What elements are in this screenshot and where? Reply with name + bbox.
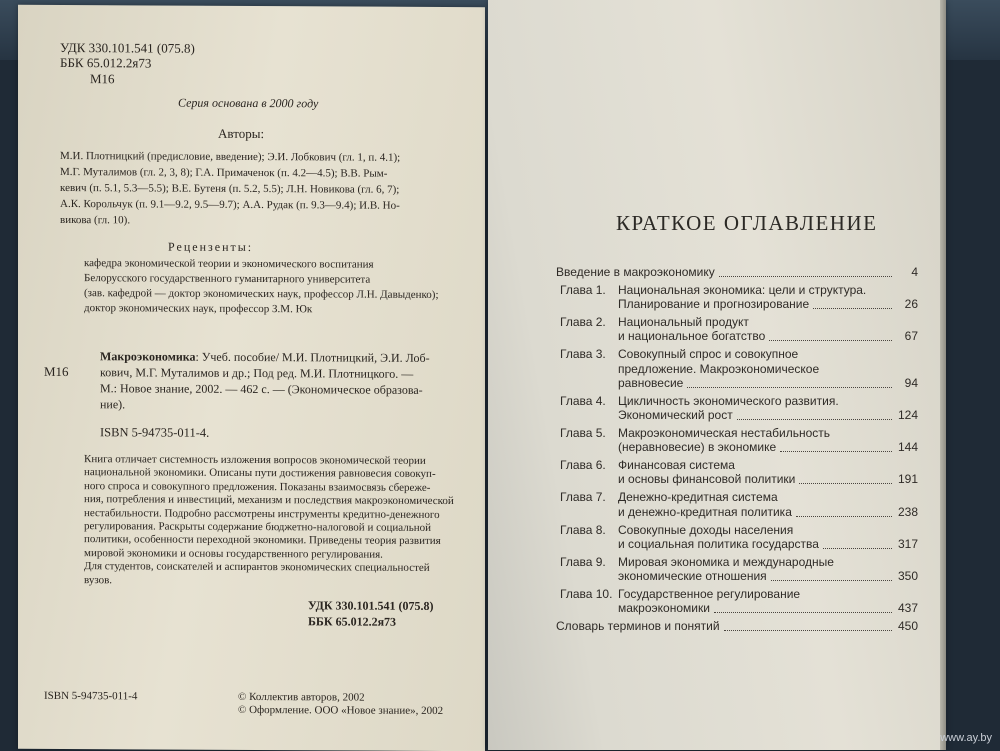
toc-dot-leader	[687, 387, 892, 388]
toc-dot-leader	[771, 580, 892, 581]
reviewer-line: (зав. кафедрой — доктор экономических наук, профессор Л.Н. Давыденко);	[84, 287, 439, 301]
toc-entry-text: Денежно-кредитная система	[618, 490, 778, 505]
toc-entry-text: Мировая экономика и международные	[618, 554, 834, 569]
toc-entry-text: (неравновесие) в экономике	[618, 440, 777, 455]
toc-entry-text: предложение. Макроэкономическое	[618, 361, 820, 376]
toc-page-number[interactable]: 67	[904, 329, 918, 344]
toc-page-number[interactable]: 437	[898, 601, 919, 616]
abstract-line: регулирования. Раскрыты содержание бюджетно-налоговой и социальной	[84, 520, 431, 534]
copyright-design: © Оформление. ООО «Новое знание», 2002	[238, 703, 444, 718]
abstract-line: ного спроса и совокупного предложения. Показаны взаимосвязь сбереже-	[84, 479, 431, 494]
watermark: www.ay.by	[940, 732, 992, 744]
authors-line: М.И. Плотницкий (предисловие, введение); Э.И. Лобкович (гл. 1, п. 4.1);	[60, 149, 401, 164]
bbk-top: ББК 65.012.2я73	[60, 54, 152, 71]
toc-entry-text: Государственное регулирование	[618, 587, 801, 601]
page-edge	[940, 0, 946, 750]
authors-line: викова (гл. 10).	[60, 213, 131, 227]
copyright-authors: © Коллектив авторов, 2002	[238, 690, 365, 704]
toc-entry-text: Введение в макроэкономику	[556, 265, 715, 279]
authors-line: кевич (п. 5.1, 5.3—5.5); В.Е. Бутеня (п. 5.2, 5.5); Л.Н. Новикова (гл. 6, 7);	[60, 181, 400, 196]
toc-entry-text: Макроэкономическая нестабильность	[618, 426, 830, 440]
reviewer-line: кафедра экономической теории и экономического воспитания	[84, 257, 374, 271]
abstract-line: Для студентов, соискателей и аспирантов экономических специальностей	[84, 560, 430, 575]
toc-page-number[interactable]: 144	[898, 440, 919, 455]
abstract-line: мировой экономики и основы государственного регулирования.	[84, 546, 383, 561]
abstract-line: ния, потребления и инвестиций, механизм и последствия макроэкономической	[84, 493, 454, 508]
series-note: Серия основана в 2000 году	[178, 95, 319, 111]
isbn-line: ISBN 5-94735-011-4.	[100, 425, 210, 440]
toc-dot-leader	[719, 276, 892, 277]
abstract-line: Книга отличает системность изложения вопросов экономической теории	[84, 453, 426, 467]
toc-dot-leader	[780, 451, 892, 452]
toc-page-number[interactable]: 238	[898, 504, 919, 519]
toc-entry-text: Экономический рост	[618, 408, 733, 422]
reviewers-heading: Рецензенты:	[168, 239, 254, 255]
toc-chapter-label: Глава 8.	[560, 522, 606, 537]
toc-entry-text: Совокупные доходы населения	[618, 522, 794, 537]
authors-line: А.К. Корольчук (п. 9.1—9.2, 9.5—9.7); А.А. Рудак (п. 9.3—9.4); И.В. Но-	[60, 197, 400, 212]
toc-dot-leader	[813, 308, 892, 309]
bbk-bottom: ББК 65.012.2я73	[308, 614, 397, 629]
toc-dot-leader	[796, 516, 892, 517]
biblio-line	[100, 349, 430, 365]
toc-entry-text: Словарь терминов и понятий	[556, 619, 720, 634]
toc-dot-leader	[724, 630, 892, 631]
right-page	[488, 0, 946, 750]
left-page	[18, 5, 485, 751]
abstract-line: вузов.	[84, 573, 113, 586]
toc-dot-leader	[737, 419, 892, 420]
toc-dot-leader	[714, 612, 892, 613]
toc-chapter-label: Глава 7.	[560, 490, 606, 505]
abstract-line: национальной экономики. Описаны пути достижения равновесия совокуп-	[84, 466, 436, 481]
toc-chapter-label: Глава 1.	[560, 283, 606, 297]
biblio-line: кович, М.Г. Муталимов и др.; Под ред. М.И. Плотницкого. —	[100, 365, 414, 381]
toc-chapter-label: Глава 10.	[560, 587, 613, 601]
toc-title: КРАТКОЕ ОГЛАВЛЕНИЕ	[616, 211, 878, 235]
biblio-rest: : Учеб. пособие/ М.И. Плотницкий, Э.И. Лоб-	[195, 349, 430, 365]
biblio-line: ние).	[100, 397, 126, 412]
udk-bottom: УДК 330.101.541 (075.8)	[308, 598, 434, 613]
authors-line: М.Г. Муталимов (гл. 2, 3, 8); Г.А. Примаченок (п. 4.2—4.5); В.В. Рым-	[60, 165, 388, 180]
biblio-code: М16	[44, 363, 69, 380]
toc-page-number[interactable]: 450	[898, 619, 919, 634]
authors-heading: Авторы:	[218, 125, 265, 142]
toc-entry-text: Планирование и прогнозирование	[618, 297, 810, 312]
toc-page-number[interactable]: 317	[898, 536, 919, 551]
toc-chapter-label: Глава 6.	[560, 458, 606, 473]
toc-entry-text: макроэкономики	[618, 601, 710, 616]
toc-entry-text: Цикличность экономического развития.	[618, 393, 839, 408]
toc-page-number[interactable]: 191	[898, 472, 919, 487]
toc-page-number[interactable]: 26	[904, 297, 918, 312]
toc-dot-leader	[823, 548, 892, 549]
toc-chapter-label: Глава 3.	[560, 347, 606, 362]
code-top: М16	[90, 71, 115, 87]
toc-entry-text: Национальный продукт	[618, 315, 749, 330]
toc-dot-leader	[799, 483, 892, 484]
toc-entry-text: Совокупный спрос и совокупное	[618, 347, 799, 362]
abstract-line: нестабильности. Подробно рассмотрены инструменты кредитно-денежного	[84, 506, 440, 521]
biblio-line: М.: Новое знание, 2002. — 462 с. — (Экономическое образова-	[100, 381, 423, 397]
toc-page-number[interactable]: 350	[898, 569, 919, 583]
biblio-title: Макроэкономика	[100, 349, 196, 364]
toc-chapter-label: Глава 5.	[560, 426, 606, 440]
toc-entry-text: и социальная политика государства	[618, 536, 819, 551]
toc-page-number[interactable]: 4	[911, 265, 918, 279]
toc-page-number[interactable]: 124	[898, 408, 919, 422]
toc-entry-text: и денежно-кредитная политика	[618, 504, 792, 519]
udk-top: УДК 330.101.541 (075.8)	[60, 39, 195, 56]
toc-dot-leader	[769, 340, 892, 341]
toc-entry-text: Финансовая система	[618, 458, 735, 473]
isbn-footer: ISBN 5-94735-011-4	[44, 689, 138, 703]
toc-chapter-label: Глава 4.	[560, 393, 606, 408]
toc-entry-text: равновесие	[618, 375, 684, 390]
reviewer-line: Белорусского государственного гуманитарного университета	[84, 272, 371, 286]
reviewer-line: доктор экономических наук, профессор З.М. Юк	[84, 302, 313, 316]
toc-chapter-label: Глава 2.	[560, 315, 606, 330]
toc-entry-text: и основы финансовой политики	[618, 472, 796, 487]
toc-entry-text: и национальное богатство	[618, 329, 766, 344]
toc-entry-text: Национальная экономика: цели и структура.	[618, 283, 867, 297]
toc-entry-text: экономические отношения	[618, 569, 767, 583]
toc-page-number[interactable]: 94	[904, 375, 918, 390]
toc-chapter-label: Глава 9.	[560, 554, 606, 569]
abstract-line: политики, особенности переходной экономики. Приведены теория развития	[84, 533, 441, 548]
